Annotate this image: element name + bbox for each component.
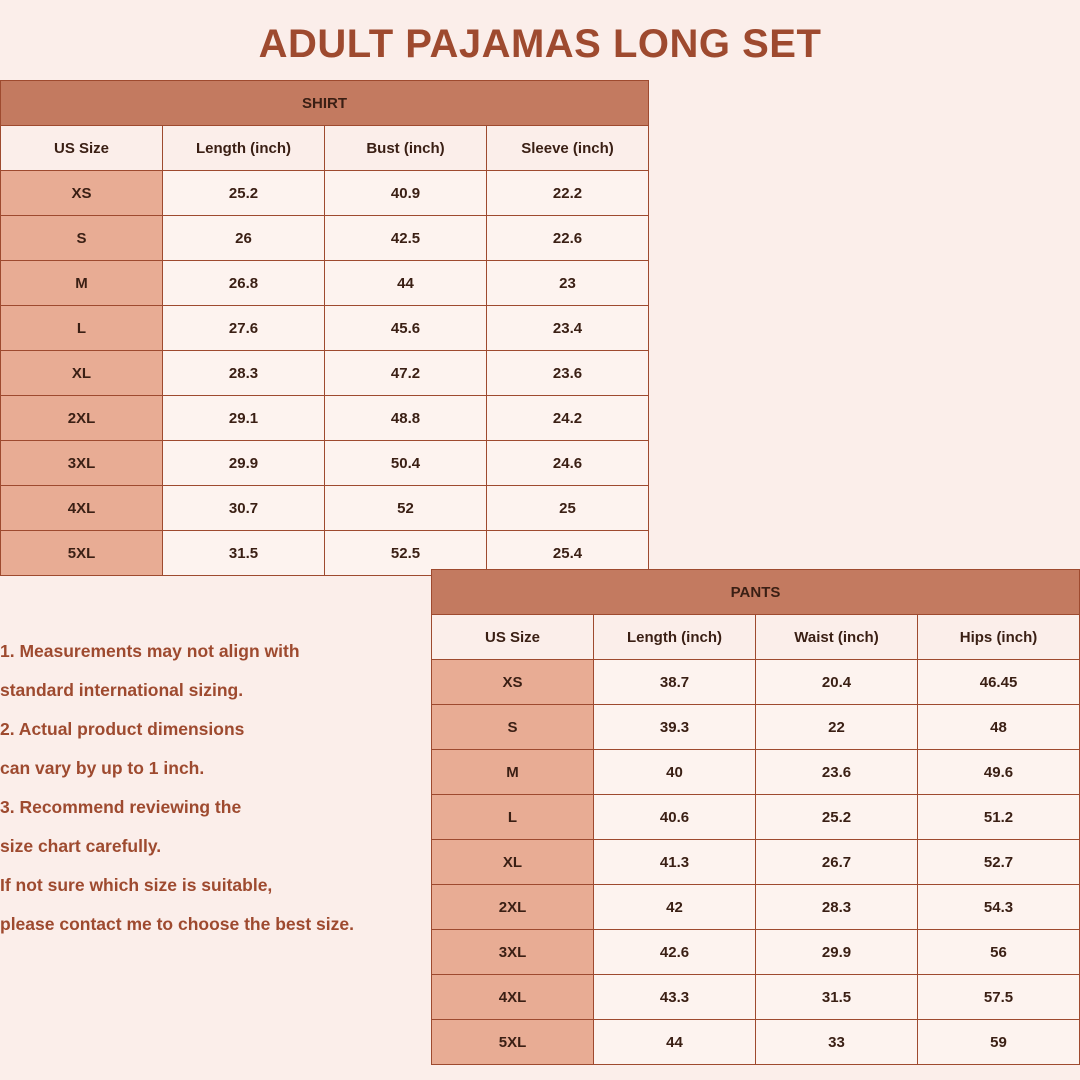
shirt-value-cell: 25.4 [487,531,649,576]
shirt-value-cell: 27.6 [163,306,325,351]
shirt-size-cell: 2XL [1,396,163,441]
table-row [432,705,1080,750]
shirt-size-cell: L [1,306,163,351]
pants-value-cell: 48 [918,705,1080,750]
pants-value-cell: 46.45 [918,660,1080,705]
pants-value-cell: 25.2 [756,795,918,840]
pants-value-cell: 42 [594,885,756,930]
table-row [432,840,1080,885]
shirt-size-chart [0,80,649,576]
shirt-size-cell: 3XL [1,441,163,486]
table-row [1,441,649,486]
shirt-value-cell: 26.8 [163,261,325,306]
pants-value-cell: 42.6 [594,930,756,975]
note-line-7: please contact me to choose the best size. [0,914,354,934]
shirt-size-cell: 5XL [1,531,163,576]
shirt-value-cell: 24.2 [487,396,649,441]
pants-value-cell: 22 [756,705,918,750]
pants-size-cell: S [432,705,594,750]
shirt-value-cell: 42.5 [325,216,487,261]
pants-value-cell: 28.3 [756,885,918,930]
note-line-5: size chart carefully. [0,836,162,856]
shirt-value-cell: 44 [325,261,487,306]
table-row [432,1020,1080,1065]
shirt-column-header-row [1,126,649,171]
shirt-value-cell: 47.2 [325,351,487,396]
pants-value-cell: 41.3 [594,840,756,885]
note-line-0: 1. Measurements may not align with [0,641,300,661]
pants-size-cell: M [432,750,594,795]
shirt-value-cell: 30.7 [163,486,325,531]
pants-value-cell: 23.6 [756,750,918,795]
shirt-size-cell: XL [1,351,163,396]
table-row [1,351,649,396]
shirt-value-cell: 50.4 [325,441,487,486]
pants-value-cell: 59 [918,1020,1080,1065]
pants-size-cell: XL [432,840,594,885]
pants-value-cell: 40.6 [594,795,756,840]
pants-value-cell: 57.5 [918,975,1080,1020]
pants-value-cell: 54.3 [918,885,1080,930]
shirt-column-header-0: US Size [1,126,163,171]
shirt-value-cell: 52.5 [325,531,487,576]
shirt-value-cell: 22.2 [487,171,649,216]
shirt-value-cell: 52 [325,486,487,531]
pants-value-cell: 44 [594,1020,756,1065]
note-line-3: can vary by up to 1 inch. [0,758,205,778]
table-row [1,261,649,306]
shirt-caption: SHIRT [1,81,649,126]
table-row [432,975,1080,1020]
shirt-value-cell: 26 [163,216,325,261]
shirt-value-cell: 45.6 [325,306,487,351]
note-line-6: If not sure which size is suitable, [0,875,273,895]
note-line-4: 3. Recommend reviewing the [0,797,242,817]
pants-size-cell: 2XL [432,885,594,930]
shirt-value-cell: 23.4 [487,306,649,351]
shirt-caption-row [1,81,649,126]
table-row [1,306,649,351]
pants-column-header-1: Length (inch) [594,615,756,660]
pants-caption: PANTS [432,570,1080,615]
shirt-size-cell: S [1,216,163,261]
shirt-value-cell: 28.3 [163,351,325,396]
table-row [1,171,649,216]
table-row [432,795,1080,840]
pants-value-cell: 33 [756,1020,918,1065]
shirt-column-header-1: Length (inch) [163,126,325,171]
pants-value-cell: 38.7 [594,660,756,705]
shirt-value-cell: 23 [487,261,649,306]
note-line-2: 2. Actual product dimensions [0,719,245,739]
pants-value-cell: 26.7 [756,840,918,885]
pants-size-chart [431,569,1080,1065]
pants-column-header-2: Waist (inch) [756,615,918,660]
pants-value-cell: 31.5 [756,975,918,1020]
pants-caption-row [432,570,1080,615]
pants-size-cell: XS [432,660,594,705]
table-row [1,216,649,261]
pants-value-cell: 56 [918,930,1080,975]
pants-column-header-row [432,615,1080,660]
table-row [432,885,1080,930]
note-line-1: standard international sizing. [0,680,244,700]
pants-column-header-3: Hips (inch) [918,615,1080,660]
pants-value-cell: 40 [594,750,756,795]
pants-value-cell: 52.7 [918,840,1080,885]
shirt-value-cell: 29.1 [163,396,325,441]
table-row [432,930,1080,975]
shirt-value-cell: 25.2 [163,171,325,216]
shirt-size-cell: 4XL [1,486,163,531]
pants-value-cell: 43.3 [594,975,756,1020]
pants-value-cell: 39.3 [594,705,756,750]
shirt-value-cell: 22.6 [487,216,649,261]
pants-size-cell: L [432,795,594,840]
shirt-value-cell: 24.6 [487,441,649,486]
table-row [1,486,649,531]
shirt-size-cell: M [1,261,163,306]
table-row [432,660,1080,705]
shirt-value-cell: 40.9 [325,171,487,216]
pants-value-cell: 51.2 [918,795,1080,840]
pants-value-cell: 29.9 [756,930,918,975]
table-row [432,750,1080,795]
shirt-value-cell: 25 [487,486,649,531]
shirt-value-cell: 29.9 [163,441,325,486]
pants-value-cell: 20.4 [756,660,918,705]
shirt-column-header-2: Bust (inch) [325,126,487,171]
pants-size-cell: 3XL [432,930,594,975]
shirt-value-cell: 31.5 [163,531,325,576]
table-row [1,396,649,441]
shirt-column-header-3: Sleeve (inch) [487,126,649,171]
pants-size-cell: 4XL [432,975,594,1020]
page-title: ADULT PAJAMAS LONG SET [258,22,822,66]
pants-column-header-0: US Size [432,615,594,660]
shirt-size-cell: XS [1,171,163,216]
notes-block [0,632,430,944]
pants-value-cell: 49.6 [918,750,1080,795]
shirt-value-cell: 23.6 [487,351,649,396]
pants-size-cell: 5XL [432,1020,594,1065]
shirt-value-cell: 48.8 [325,396,487,441]
